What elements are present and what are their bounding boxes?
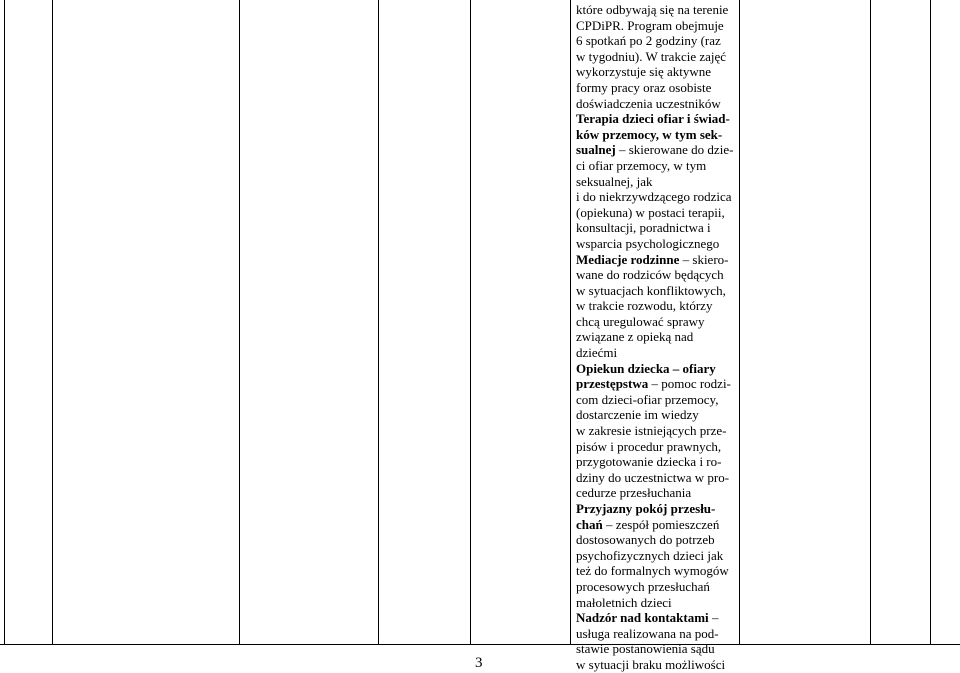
text-line xyxy=(576,423,736,439)
text-line xyxy=(576,111,736,127)
bold-heading-text: przestępstwa xyxy=(576,376,649,392)
body-text: – pomoc rodzi- xyxy=(648,376,731,392)
text-line xyxy=(576,64,736,80)
text-line xyxy=(576,33,736,49)
text-line xyxy=(576,563,736,579)
body-text: dziny do uczestnictwa w pro- xyxy=(576,469,730,485)
text-line xyxy=(576,657,736,673)
body-text: CPDiPR. Program obejmuje xyxy=(576,17,724,33)
body-text: doświadczenia uczestników xyxy=(576,95,721,111)
table-column-border xyxy=(378,0,379,645)
text-line xyxy=(576,49,736,65)
body-text: w trakcie rozwodu, którzy xyxy=(576,298,713,314)
bold-heading-text: sualnej xyxy=(576,142,616,158)
body-text: w sytuacji braku możliwości xyxy=(576,656,726,672)
table-column-border xyxy=(739,0,740,645)
body-text: – zespół pomieszczeń xyxy=(602,516,720,532)
text-line xyxy=(576,501,736,517)
body-text: (opiekuna) w postaci terapii, xyxy=(576,204,725,220)
body-text: konsultacji, poradnictwa i xyxy=(576,220,711,236)
body-text: wane do rodziców będących xyxy=(576,267,724,283)
table-column-border xyxy=(52,0,53,645)
body-text: dostarczenie im wiedzy xyxy=(576,407,699,423)
bold-heading-text: Opiekun dziecka – ofiary xyxy=(576,360,716,376)
body-text: związane z opieką nad xyxy=(576,329,694,345)
bold-heading-text: Terapia dzieci ofiar i świad- xyxy=(576,111,730,127)
body-text: które odbywają się na terenie xyxy=(576,2,729,17)
body-text: stawie postanowienia sądu xyxy=(576,641,715,657)
cell-text-description xyxy=(576,2,736,673)
table-column-border xyxy=(4,0,5,645)
body-text: dostosowanych do potrzeb xyxy=(576,532,715,548)
text-line xyxy=(576,142,736,158)
body-text: małoletnich dzieci xyxy=(576,594,672,610)
body-text: też do formalnych wymogów xyxy=(576,563,729,579)
body-text: chcą uregulować sprawy xyxy=(576,313,705,329)
text-line xyxy=(576,376,736,392)
text-line xyxy=(576,517,736,533)
text-line xyxy=(576,470,736,486)
text-line xyxy=(576,407,736,423)
text-line xyxy=(576,80,736,96)
text-line xyxy=(576,267,736,283)
text-line xyxy=(576,439,736,455)
text-line xyxy=(576,361,736,377)
text-line xyxy=(576,2,736,18)
table-column-border xyxy=(870,0,871,645)
text-line xyxy=(576,345,736,361)
text-line xyxy=(576,626,736,642)
text-line xyxy=(576,314,736,330)
body-text: i do niekrzywdzącego rodzica xyxy=(576,189,732,205)
text-line xyxy=(576,127,736,143)
table-column-border xyxy=(470,0,471,645)
body-text: seksualnej, jak xyxy=(576,173,653,189)
body-text: pisów i procedur prawnych, xyxy=(576,438,722,454)
body-text: w tygodniu). W trakcie zajęć xyxy=(576,48,727,64)
body-text: ci ofiar przemocy, w tym xyxy=(576,157,707,173)
body-text: procesowych przesłuchań xyxy=(576,578,710,594)
body-text: przygotowanie dziecka i ro- xyxy=(576,454,722,470)
body-text: wykorzystuje się aktywne xyxy=(576,64,712,80)
text-line xyxy=(576,189,736,205)
text-line xyxy=(576,174,736,190)
table-column-border xyxy=(570,0,571,645)
body-text: w zakresie istniejących prze- xyxy=(576,423,727,439)
text-line xyxy=(576,454,736,470)
text-line xyxy=(576,329,736,345)
body-text: – skiero- xyxy=(679,251,729,267)
text-line xyxy=(576,220,736,236)
table-column-border xyxy=(930,0,931,645)
body-text: usługa realizowana na pod- xyxy=(576,625,719,641)
page-number: 3 xyxy=(475,655,483,671)
body-text: psychofizycznych dzieci jak xyxy=(576,547,724,563)
bold-heading-text: Mediacje rodzinne xyxy=(576,251,680,267)
bold-heading-text: Przyjazny pokój przesłu- xyxy=(576,501,716,516)
text-line xyxy=(576,205,736,221)
bold-heading-text: chań xyxy=(576,516,603,532)
text-line xyxy=(576,579,736,595)
text-line xyxy=(576,641,736,657)
text-line xyxy=(576,595,736,611)
body-text: com dzieci-ofiar przemocy, xyxy=(576,391,719,407)
table-column-border xyxy=(239,0,240,645)
body-text: dziećmi xyxy=(576,345,618,361)
text-line xyxy=(576,392,736,408)
text-line xyxy=(576,283,736,299)
text-line xyxy=(576,548,736,564)
text-line xyxy=(576,298,736,314)
text-line xyxy=(576,96,736,112)
body-text: formy pracy oraz osobiste xyxy=(576,79,712,95)
body-text: 6 spotkań po 2 godziny (raz xyxy=(576,33,721,49)
body-text: w sytuacjach konfliktowych, xyxy=(576,282,726,298)
text-line xyxy=(576,158,736,174)
body-text: cedurze przesłuchania xyxy=(576,485,692,501)
bold-heading-text: ków przemocy, w tym sek- xyxy=(576,126,723,142)
text-line xyxy=(576,236,736,252)
text-line xyxy=(576,532,736,548)
bold-heading-text: Nadzór nad kontaktami xyxy=(576,610,709,626)
body-text: wsparcia psychologicznego xyxy=(576,235,720,251)
table-bottom-border xyxy=(0,644,960,645)
text-line xyxy=(576,18,736,34)
body-text: – skierowane do dzie- xyxy=(615,142,734,158)
text-line xyxy=(576,610,736,626)
body-text: – xyxy=(708,610,719,626)
text-line xyxy=(576,485,736,501)
text-line xyxy=(576,252,736,268)
